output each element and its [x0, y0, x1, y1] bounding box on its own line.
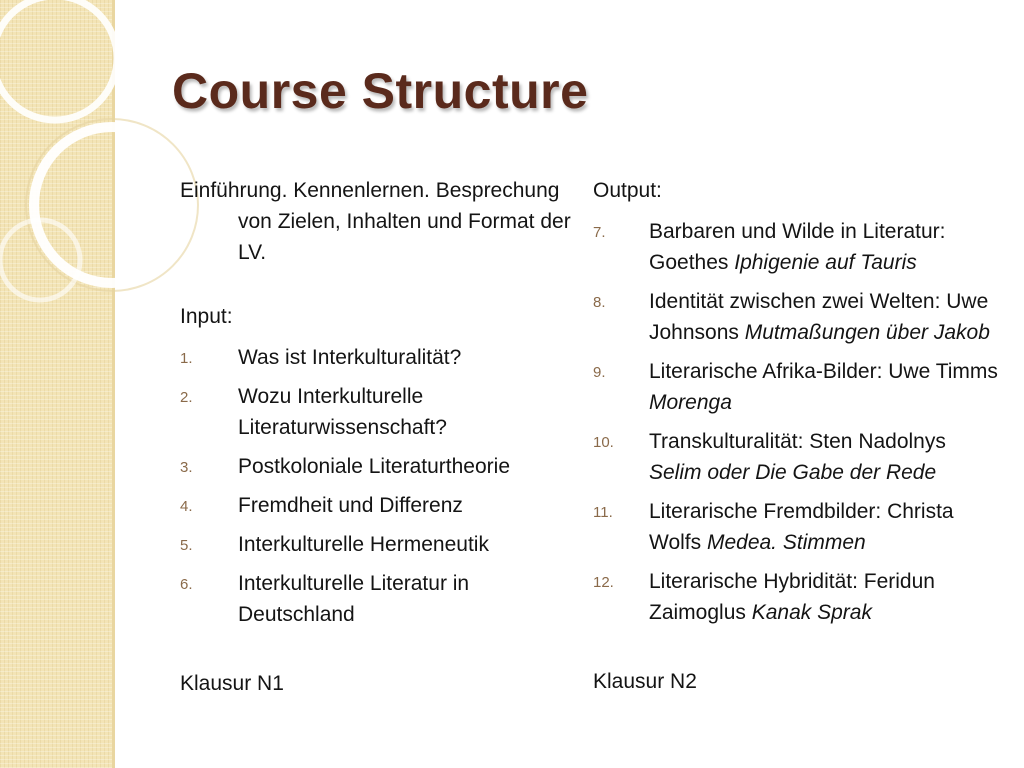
list-item-number: 10. [593, 434, 614, 451]
list-item [593, 426, 1003, 488]
work-title: Morenga [649, 391, 732, 414]
list-item-number: 5. [180, 537, 193, 554]
exam-label-1: Klausur N1 [180, 672, 284, 695]
input-heading: Input: [180, 305, 233, 328]
list-item-text: Barbaren und Wilde in Literatur: Goethes [649, 220, 946, 274]
list-item-number: 8. [593, 294, 606, 311]
right-column [593, 175, 1003, 697]
work-title: Kanak Sprak [751, 601, 872, 624]
work-title: Selim oder Die Gabe der Rede [649, 461, 937, 484]
list-item-text: Literarische Afrika-Bilder: Uwe Timms [649, 360, 998, 383]
list-item-text: Literarische Hybridität: Feridun Zaimoglus [649, 570, 935, 624]
list-item-number: 9. [593, 364, 606, 381]
list-item [593, 216, 1003, 278]
decorative-ring-large [0, 0, 117, 120]
list-item [593, 566, 1003, 628]
list-item-text: Interkulturelle Hermeneutik [238, 533, 489, 556]
intro-line-1: Einführung. Kennenlernen. [180, 179, 430, 202]
work-title: Iphigenie auf Tauris [734, 251, 917, 274]
list-item-text: Identität zwischen zwei Welten: Uwe Johnsons [649, 290, 989, 344]
list-item [593, 356, 1003, 418]
exam-label-2: Klausur N2 [593, 670, 697, 693]
list-item [593, 496, 1003, 558]
list-item [180, 568, 580, 630]
list-item-number: 3. [180, 459, 193, 476]
list-item-text: Interkulturelle Literatur in Deutschland [238, 572, 470, 626]
list-item [180, 342, 580, 373]
output-list [593, 216, 1003, 628]
list-item [180, 381, 580, 443]
list-item-number: 4. [180, 498, 193, 515]
decorative-ring-medium [34, 127, 190, 283]
list-item-text: Wozu Interkulturelle Literaturwissenschaft? [238, 385, 447, 439]
left-column [180, 175, 580, 699]
list-item-number: 7. [593, 224, 606, 241]
list-item-text: Fremdheit und Differenz [238, 494, 463, 517]
list-item-text: Transkulturalität: Sten Nadolnys [649, 430, 946, 453]
decorative-ring-medium-shadow [26, 119, 198, 291]
intro-text [180, 175, 580, 268]
work-title: Medea. Stimmen [706, 531, 866, 554]
list-item-number: 6. [180, 576, 193, 593]
input-list [180, 342, 580, 630]
list-item-number: 11. [593, 504, 613, 521]
list-item-text: Was ist Interkulturalität? [238, 346, 462, 369]
list-item [593, 286, 1003, 348]
list-item-number: 1. [180, 350, 193, 367]
output-heading: Output: [593, 179, 662, 202]
list-item-text: Postkoloniale Literaturtheorie [238, 455, 510, 478]
page-title: Course Structure [172, 63, 589, 119]
work-title: Mutmaßungen über Jakob [744, 321, 990, 344]
list-item-number: 12. [593, 574, 614, 591]
intro-line-2: Besprechung von Zielen, Inhalten und Format der LV. [238, 179, 571, 264]
list-item [180, 451, 580, 482]
list-item-text: Literarische Fremdbilder: Christa Wolfs [649, 500, 954, 554]
list-item [180, 529, 580, 560]
list-item [180, 490, 580, 521]
list-item-number: 2. [180, 389, 193, 406]
